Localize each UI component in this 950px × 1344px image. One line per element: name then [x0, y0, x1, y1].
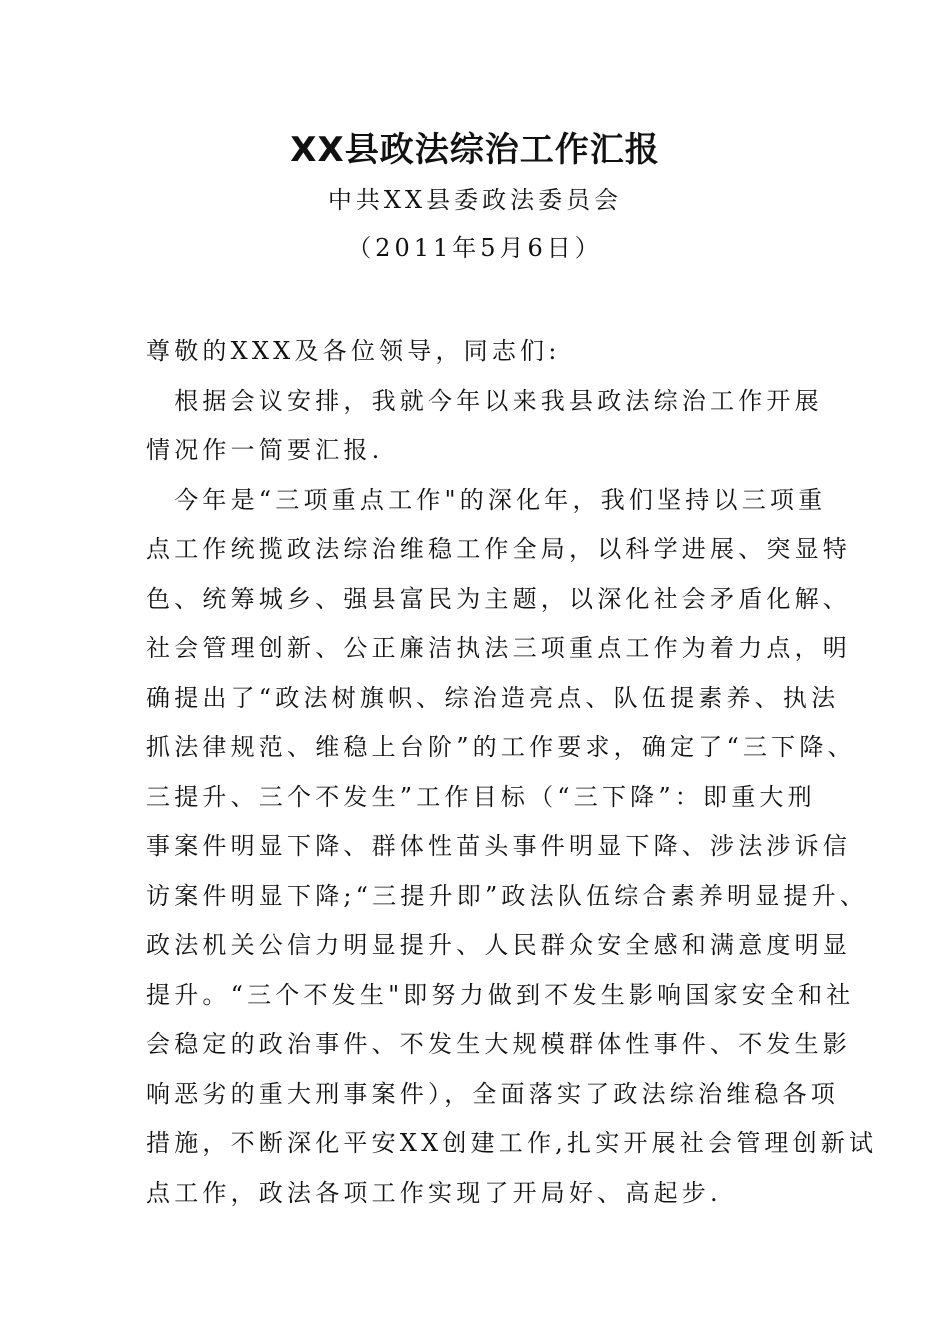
salutation-line: 尊敬的XXX及各位领导，同志们:: [146, 337, 561, 365]
document-title: XX县政法综治工作汇报: [290, 130, 660, 170]
body-line: 响恶劣的重大刑事案件），全面落实了政法综治维稳各项: [146, 1079, 839, 1108]
body-line: 点工作统揽政法综治维稳工作全局，以科学进展、突显特: [146, 535, 851, 563]
document-issuer: 中共XX县委政法委员会: [327, 186, 623, 214]
body-line: 政法机关公信力明显提升、人民群众安全感和满意度明显: [146, 931, 851, 959]
body-line: 会稳定的政治事件、不发生大规模群体性事件、不发生影: [146, 1030, 851, 1058]
body-line: 抓法律规范、维稳上台阶”的工作要求，确定了“三下降、: [146, 733, 856, 761]
body-line: 色、统筹城乡、强县富民为主题，以深化社会矛盾化解、: [146, 584, 851, 613]
body-line: 访案件明显下降;“三提升即”政法队伍综合素养明显提升、: [146, 881, 869, 910]
body-line: 今年是“三项重点工作"的深化年，我们坚持以三项重: [146, 485, 827, 514]
body-line: 情况作一简要汇报.: [146, 436, 384, 464]
body-line: 三提升、三个不发生”工作目标（“三下降”：即重大刑: [146, 782, 816, 811]
body-line: 根据会议安排，我就今年以来我县政法综治工作开展: [146, 386, 823, 415]
body-line: 点工作，政法各项工作实现了开局好、高起步.: [146, 1178, 722, 1207]
body-line: 确提出了“政法树旗帜、综治造亮点、队伍提素养、执法: [146, 683, 840, 712]
body-line: 措施，不断深化平安XX创建工作,扎实开展社会管理创新试: [146, 1129, 878, 1157]
body-line: 提升。“三个不发生"即努力做到不发生影响国家安全和社: [146, 980, 855, 1009]
document-body: [146, 327, 878, 1218]
document-date: （2011年5月6日）: [347, 234, 603, 262]
body-line: 事案件明显下降、群体性苗头事件明显下降、涉法涉诉信: [146, 832, 851, 860]
body-line: 社会管理创新、公正廉洁执法三项重点工作为着力点，明: [146, 634, 851, 662]
